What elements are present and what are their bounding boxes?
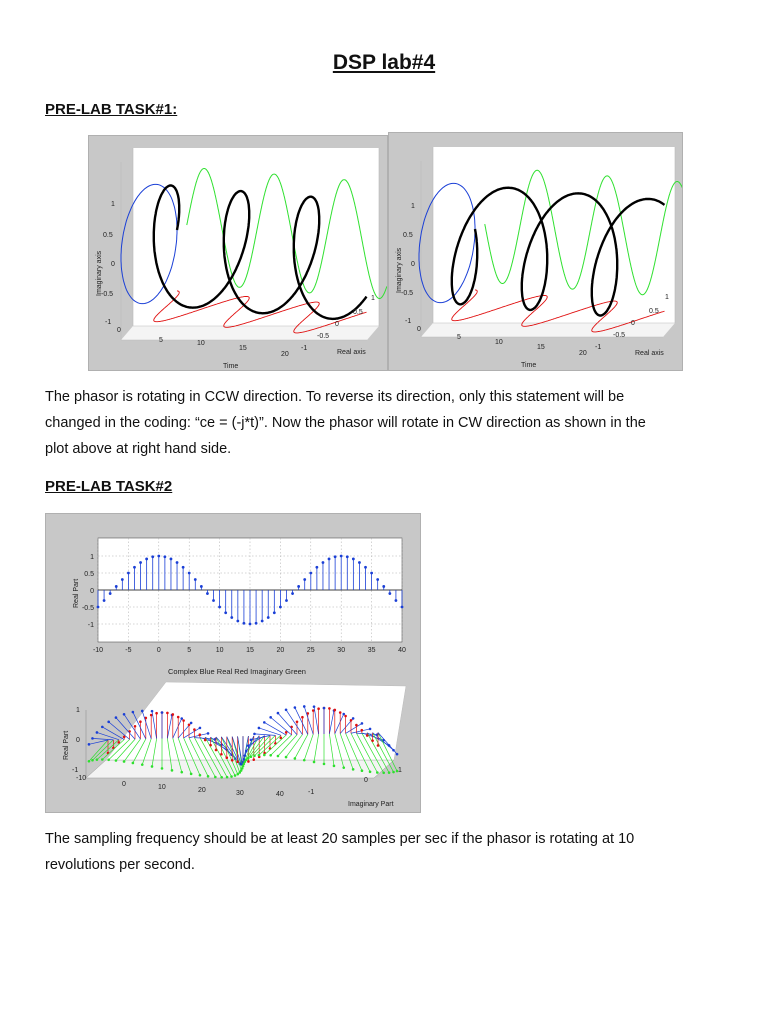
real-stem-marker	[150, 714, 153, 717]
stem-marker	[157, 555, 160, 558]
stem-marker	[121, 578, 124, 581]
depth-tick: -0.5	[317, 333, 330, 340]
real-stem-marker	[231, 759, 234, 762]
real-stem-marker	[155, 712, 158, 715]
stem-marker	[291, 592, 294, 595]
imag-stem-marker	[250, 755, 253, 758]
complex-stem-marker	[96, 731, 99, 734]
stem-marker	[395, 599, 398, 602]
depth-tick: 0	[335, 321, 339, 328]
complex-stem-marker	[132, 711, 135, 714]
stem-marker	[322, 561, 325, 564]
imag-stem-marker	[171, 769, 174, 772]
stem-marker	[194, 578, 197, 581]
stem-marker	[170, 558, 173, 561]
x-tick: 20	[276, 647, 285, 654]
stem-marker	[151, 555, 154, 558]
y-label: Real Part	[63, 730, 70, 760]
x-tick: 40	[276, 791, 284, 798]
real-stem-marker	[236, 761, 239, 764]
complex-stem-marker	[396, 753, 399, 756]
z-tick: 0	[411, 261, 415, 268]
complex-stem-marker	[141, 710, 144, 713]
z-tick: 0	[111, 261, 115, 268]
x-tick: 30	[236, 790, 244, 797]
caption: Complex Blue Real Red Imaginary Green	[168, 667, 306, 676]
real-stem-marker	[134, 725, 137, 728]
x-tick: 20	[281, 351, 289, 358]
real-stem-marker	[317, 707, 320, 710]
imag-stem-marker	[303, 759, 306, 762]
x-label: Time	[223, 363, 239, 370]
imag-stem-marker	[242, 765, 245, 768]
stem-marker	[182, 566, 185, 569]
depth-tick: 0	[364, 777, 368, 784]
stem-marker	[224, 611, 227, 614]
stem-marker	[139, 561, 142, 564]
imag-stem-marker	[263, 754, 266, 757]
x-tick: 5	[457, 334, 461, 341]
real-stem-marker	[204, 739, 207, 742]
y-tick: 0	[76, 737, 80, 744]
imag-stem-marker	[382, 771, 385, 774]
imag-stem-marker	[258, 754, 261, 757]
imag-stem-marker	[234, 774, 237, 777]
x-tick: 5	[187, 647, 192, 654]
imag-stem-marker	[151, 765, 154, 768]
real-stem-marker	[188, 723, 191, 726]
real-stem-marker	[361, 729, 364, 732]
complex-stem-marker	[352, 717, 355, 720]
x-tick: 0	[122, 781, 126, 788]
task1-heading: PRE-LAB TASK#1:	[45, 101, 178, 118]
x-tick: 10	[215, 647, 224, 654]
real-stem-marker	[334, 709, 337, 712]
real-stem-marker	[193, 728, 196, 731]
text-line: plot above at right hand side.	[45, 441, 232, 457]
x-tick: 10	[495, 339, 503, 346]
text-line: changed in the coding: “ce = (-j*t)”. Now the phasor will rotate in CW direction as shown in the	[45, 415, 646, 431]
stem-marker	[176, 561, 179, 564]
real-stem-marker	[301, 716, 304, 719]
real-stem-marker	[209, 744, 212, 747]
imag-stem-marker	[253, 754, 256, 757]
imag-stem-marker	[333, 765, 336, 768]
task2-heading: PRE-LAB TASK#2	[45, 478, 173, 495]
complex-stem-marker	[323, 707, 326, 710]
imag-stem-marker	[313, 761, 316, 764]
depth-tick: 1	[371, 295, 375, 302]
imag-stem-marker	[207, 775, 210, 778]
z-label: Imaginary Part	[348, 801, 394, 808]
complex-stem-marker	[247, 744, 250, 747]
x-tick: 10	[158, 784, 166, 791]
x-tick: 0	[117, 327, 121, 334]
stem-marker	[115, 585, 118, 588]
complex-stem-marker	[361, 722, 364, 725]
stem-marker	[163, 555, 166, 558]
complex-stem-marker	[91, 737, 94, 740]
complex-stem-marker	[245, 750, 248, 753]
imag-stem-marker	[352, 768, 355, 771]
imag-stem-marker	[294, 757, 297, 760]
stem-marker	[297, 585, 300, 588]
imag-stem-marker	[236, 773, 239, 776]
imag-stem-marker	[161, 767, 164, 770]
x-tick: 15	[246, 647, 254, 654]
imag-stem-marker	[361, 769, 364, 772]
z-tick: -0.5	[401, 290, 414, 297]
stem-plots	[46, 514, 420, 812]
stem-marker	[127, 572, 130, 575]
depth-tick: -0.5	[613, 332, 626, 339]
stem-marker	[279, 606, 282, 609]
imag-stem-marker	[285, 756, 288, 759]
imag-stem-marker	[226, 776, 229, 779]
real-stem-marker	[350, 719, 353, 722]
task1-plot-right	[388, 132, 683, 371]
z-label: Real axis	[337, 349, 366, 356]
imag-stem-marker	[115, 759, 118, 762]
real-stem-marker	[377, 744, 380, 747]
stem-marker	[243, 622, 246, 625]
depth-tick: 1	[398, 767, 402, 774]
y-tick: 0.5	[84, 571, 94, 578]
imag-stem-marker	[190, 773, 193, 776]
complex-stem-marker	[303, 705, 306, 708]
real-stem-marker	[199, 733, 202, 736]
complex-stem-marker	[258, 727, 261, 730]
depth-tick: 0	[631, 320, 635, 327]
stem-marker	[249, 623, 252, 626]
complex-stem-marker	[243, 758, 246, 761]
z-tick: 1	[411, 203, 415, 210]
stem-marker	[273, 611, 276, 614]
real-stem-marker	[172, 713, 175, 716]
stem-marker	[340, 555, 343, 558]
stem-marker	[401, 606, 404, 609]
stem-marker	[303, 578, 306, 581]
complex-stem-marker	[253, 733, 256, 736]
stem-marker	[97, 606, 100, 609]
x-tick: 20	[579, 350, 587, 357]
x-label: Time	[521, 362, 537, 369]
x-tick: 20	[198, 787, 206, 794]
complex-stem-marker	[161, 711, 164, 714]
real-stem-marker	[296, 720, 299, 723]
complex-stem-marker	[199, 727, 202, 730]
page-title: DSP lab#4	[332, 51, 436, 74]
complex-stem-marker	[313, 705, 316, 708]
real-stem-marker	[339, 711, 342, 714]
helix-plot-cw	[389, 133, 682, 370]
imag-stem-marker	[123, 760, 126, 763]
imag-stem-marker	[388, 771, 391, 774]
imag-stem-marker	[220, 776, 223, 779]
complex-stem-marker	[263, 721, 266, 724]
y-label: Imaginary axis	[396, 247, 403, 293]
x-tick: 10	[197, 340, 205, 347]
imag-stem-marker	[392, 771, 395, 774]
z-tick: 1	[111, 201, 115, 208]
imag-stem-marker	[369, 771, 372, 774]
stem-marker	[230, 616, 233, 619]
complex-stem-marker	[180, 717, 183, 720]
real-stem-marker	[166, 712, 169, 715]
y-tick: -0.5	[81, 605, 94, 612]
imag-stem-marker	[342, 766, 345, 769]
real-stem-marker	[355, 724, 358, 727]
depth-tick: -1	[301, 345, 308, 352]
imag-stem-marker	[323, 763, 326, 766]
real-stem-marker	[312, 709, 315, 712]
stem-marker	[315, 566, 318, 569]
real-stem-marker	[220, 753, 223, 756]
imag-stem-marker	[199, 774, 202, 777]
text-line: The sampling frequency should be at least 20 samples per sec if the phasor is rotating at 10	[45, 831, 635, 847]
stem-marker	[212, 599, 215, 602]
stem-marker	[309, 572, 312, 575]
helix-plot-ccw	[89, 136, 387, 370]
complex-stem-marker	[190, 722, 193, 725]
stem-marker	[376, 578, 379, 581]
y-tick: -1	[87, 622, 94, 629]
real-stem-marker	[226, 756, 229, 759]
stem-marker	[328, 558, 331, 561]
imag-stem-marker	[245, 759, 248, 762]
stem-marker	[334, 555, 337, 558]
real-stem-marker	[366, 734, 369, 737]
imag-stem-marker	[96, 758, 99, 761]
complex-stem-marker	[107, 721, 110, 724]
depth-tick: -1	[308, 789, 315, 796]
stem-marker	[145, 558, 148, 561]
real-stem-marker	[215, 749, 218, 752]
imag-stem-marker	[132, 762, 135, 765]
complex-stem-marker	[123, 713, 126, 716]
complex-stem-marker	[369, 728, 372, 731]
z-tick: -1	[105, 319, 112, 326]
complex-stem-marker	[277, 712, 280, 715]
real-stem-marker	[344, 715, 347, 718]
y-label: Imaginary axis	[96, 250, 103, 296]
stem-marker	[109, 592, 112, 595]
stem-marker	[267, 616, 270, 619]
text-line: The phasor is rotating in CCW direction. To reverse its direction, only this statement will be	[45, 389, 625, 405]
task2-figure	[45, 513, 421, 813]
stem-marker	[358, 561, 361, 564]
z-label: Real axis	[635, 350, 664, 357]
real-stem-marker	[253, 758, 256, 761]
real-stem-marker	[371, 739, 374, 742]
real-stem-marker	[177, 716, 180, 719]
y-tick: 1	[76, 707, 80, 714]
imag-stem-marker	[101, 758, 104, 761]
z-tick: -0.5	[101, 291, 114, 298]
depth-tick: -1	[595, 344, 602, 351]
stem-marker	[236, 620, 239, 623]
stem-marker	[188, 572, 191, 575]
complex-stem-marker	[294, 706, 297, 709]
z-tick: -1	[405, 318, 412, 325]
real-stem-marker	[182, 719, 185, 722]
stem-marker	[388, 592, 391, 595]
stem-marker	[218, 606, 221, 609]
task2-paragraph	[45, 826, 735, 878]
task1-paragraph	[45, 384, 735, 462]
imag-stem-marker	[214, 776, 217, 779]
imag-stem-marker	[247, 757, 250, 760]
y-label: Real Part	[73, 578, 80, 608]
imag-stem-marker	[230, 775, 233, 778]
stem-marker	[261, 620, 264, 623]
imag-stem-marker	[277, 755, 280, 758]
complex-stem-marker	[207, 732, 210, 735]
y-tick: 0	[90, 588, 94, 595]
stem-marker	[285, 599, 288, 602]
stem-marker	[103, 599, 106, 602]
complex-stem-marker	[269, 716, 272, 719]
x-tick: 0	[156, 647, 161, 654]
x-tick: -10	[92, 647, 104, 654]
real-stem-marker	[328, 707, 331, 710]
complex-stem-marker	[115, 716, 118, 719]
x-tick: 35	[367, 647, 376, 654]
x-tick: 25	[306, 647, 315, 654]
real-stem-marker	[139, 720, 142, 723]
z-tick: 0.5	[103, 232, 113, 239]
x-tick: 15	[537, 344, 545, 351]
task1-plot-left	[88, 135, 388, 371]
complex-stem-line	[92, 738, 113, 739]
stem-marker	[364, 566, 367, 569]
complex-stem-marker	[151, 710, 154, 713]
x-tick: 15	[239, 345, 247, 352]
stem-marker	[133, 566, 136, 569]
depth-tick: 1	[665, 294, 669, 301]
z-tick: 0.5	[403, 232, 413, 239]
stem-marker	[346, 555, 349, 558]
real-stem-marker	[247, 760, 250, 763]
imag-stem-marker	[91, 759, 94, 762]
stem-marker	[370, 572, 373, 575]
x-tick: 30	[337, 647, 346, 654]
x-tick: 0	[417, 326, 421, 333]
depth-tick: 0.5	[353, 309, 363, 316]
imag-stem-marker	[180, 771, 183, 774]
stem-marker	[352, 558, 355, 561]
imag-stem-marker	[141, 763, 144, 766]
imag-stem-marker	[107, 758, 110, 761]
x-tick: -10	[76, 775, 87, 782]
y-tick: -1	[72, 767, 79, 774]
complex-stem-marker	[285, 708, 288, 711]
stem-marker	[206, 592, 209, 595]
text-line: revolutions per second.	[45, 857, 195, 873]
depth-tick: 0.5	[649, 308, 659, 315]
complex-stem-marker	[342, 713, 345, 716]
complex-stem-marker	[88, 743, 91, 746]
complex-stem-marker	[250, 739, 253, 742]
y-tick: 1	[90, 554, 94, 561]
imag-stem-marker	[376, 771, 379, 774]
complex-stem-marker	[101, 726, 104, 729]
complex-stem-marker	[244, 754, 247, 757]
imag-stem-marker	[88, 760, 91, 763]
stem-marker	[382, 585, 385, 588]
x-tick: 40	[398, 647, 406, 654]
x-tick: -5	[125, 647, 132, 654]
imag-stem-marker	[241, 767, 244, 770]
stem-marker	[255, 622, 258, 625]
imag-stem-marker	[269, 754, 272, 757]
x-tick: 5	[159, 337, 163, 344]
stem-marker	[200, 585, 203, 588]
